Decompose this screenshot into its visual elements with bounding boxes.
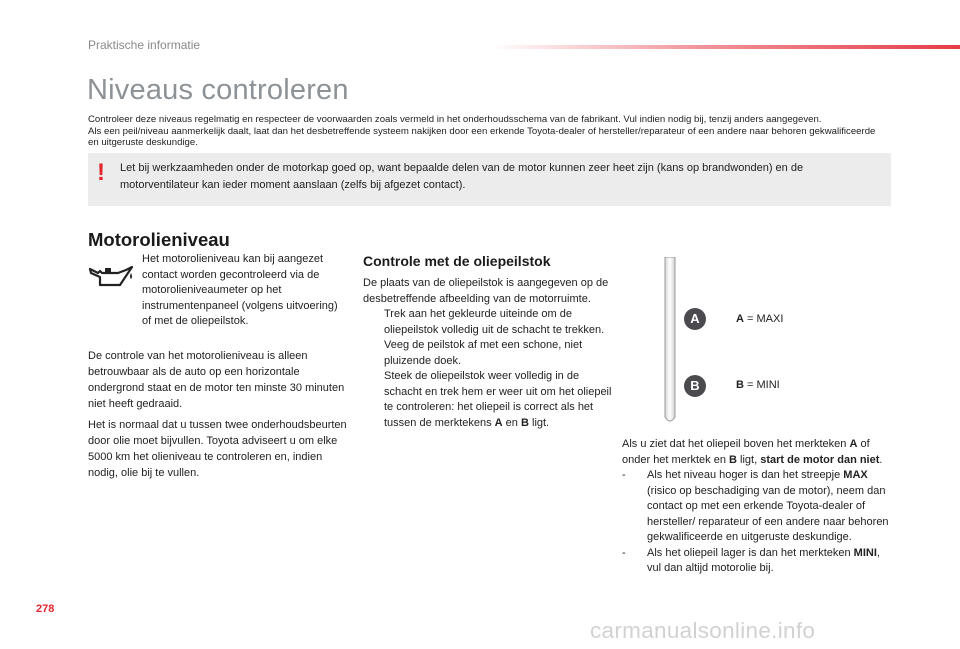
dash-item	[622, 546, 892, 577]
header-accent-line	[490, 45, 960, 49]
watermark: carmanualsonline.info	[590, 618, 816, 643]
oil-level-advice-intro: Als u ziet dat het oliepeil boven het merkteken A of onder het merktek en B ligt, start de motor dan niet.	[622, 438, 883, 466]
intro-text	[88, 114, 888, 149]
dash-text: Als het niveau hoger is dan het streepje MAX (risico op beschadiging van de motor), neem dan contact op met een erkende Toyota-dealer of hersteller/ reparateur of een andere naar behoren gekwalificeerde en uitgeruste deskundige.	[647, 469, 889, 543]
dipstick-illustration	[662, 257, 678, 425]
bullet-item	[363, 369, 618, 431]
marker-b-label: B = MINI	[736, 379, 780, 391]
dash-marker: -	[622, 469, 626, 481]
dipstick-check-heading: Controle met de oliepeilstok	[363, 253, 551, 269]
dash-item	[622, 468, 892, 546]
dash-text: Als het oliepeil lager is dan het merkteken MINI, vul dan altijd motorolie bij.	[647, 546, 880, 574]
bullet-item	[363, 338, 618, 369]
bullet-text: Steek de oliepeilstok weer volledig in de schacht en trek hem er weer uit om het oliepeil te controleren: het oliepeil is correct als het tussen de merktekens A en B ligt.	[384, 370, 612, 429]
bullet-text: Trek aan het gekleurde uiteinde om de oliepeilstok volledig uit de schacht te trekken.	[384, 308, 605, 336]
oil-can-icon	[88, 263, 134, 293]
bullet-item	[363, 307, 618, 338]
dipstick-check-intro: De plaats van de oliepeilstok is aangegeven op de desbetreffende afbeelding van de motorruimte.	[363, 277, 609, 305]
intro-line-2: Als een peil/niveau aanmerkelijk daalt, laat dan het desbetreffende systeem nakijken door een erkende Toyota-dealer of hersteller/reparateur of een andere naar behoren gekwalificeerde en uitgeruste deskundige.	[88, 125, 876, 149]
dash-marker: -	[622, 546, 626, 559]
page-title: Niveaus controleren	[87, 74, 349, 106]
marker-b-badge: B	[684, 375, 706, 397]
motor-paragraph-2: De controle van het motorolieniveau is alleen betrouwbaar als de auto op een horizontale ondergrond staat en de motor ten minste 30 minuten niet heeft gedraaid.	[88, 350, 345, 410]
intro-line-1: Controleer deze niveaus regelmatig en respecteer de voorwaarden zoals vermeld in het onderhoudsschema van de fabrikant. Vul indien nodig bij, tenzij anders aangegeven.	[88, 114, 822, 125]
motor-paragraph-1: Het motorolieniveau kan bij aangezet contact worden gecontroleerd via de motorolieniveaumeter op het instrumentenpaneel (volgens uitvoering) of met de oliepeilstok.	[142, 253, 338, 327]
motor-oil-heading: Motorolieniveau	[88, 229, 230, 250]
section-title: Praktische informatie	[88, 38, 201, 52]
bullet-text: Veeg de peilstok af met een schone, niet pluizende doek.	[384, 339, 583, 367]
exclamation-icon: !	[97, 159, 105, 186]
motor-paragraph-3: Het is normaal dat u tussen twee onderhoudsbeurten door olie moet bijvullen. Toyota adviseert u om elke 5000 km het olieniveau te controleren en, indien nodig, olie bij te vullen.	[88, 419, 347, 479]
dipstick-check-text	[363, 276, 618, 431]
marker-a-label: A = MAXI	[736, 313, 784, 325]
oil-level-advice	[622, 437, 892, 577]
marker-a-badge: A	[684, 308, 706, 330]
page-number: 278	[36, 603, 55, 615]
warning-text: Let bij werkzaamheden onder de motorkap goed op, want bepaalde delen van de motor kunnen zeer heet zijn (kans op brandwonden) en de motorventilateur kan ieder moment aanslaan (zelfs bij afgezet contact).	[120, 162, 804, 191]
